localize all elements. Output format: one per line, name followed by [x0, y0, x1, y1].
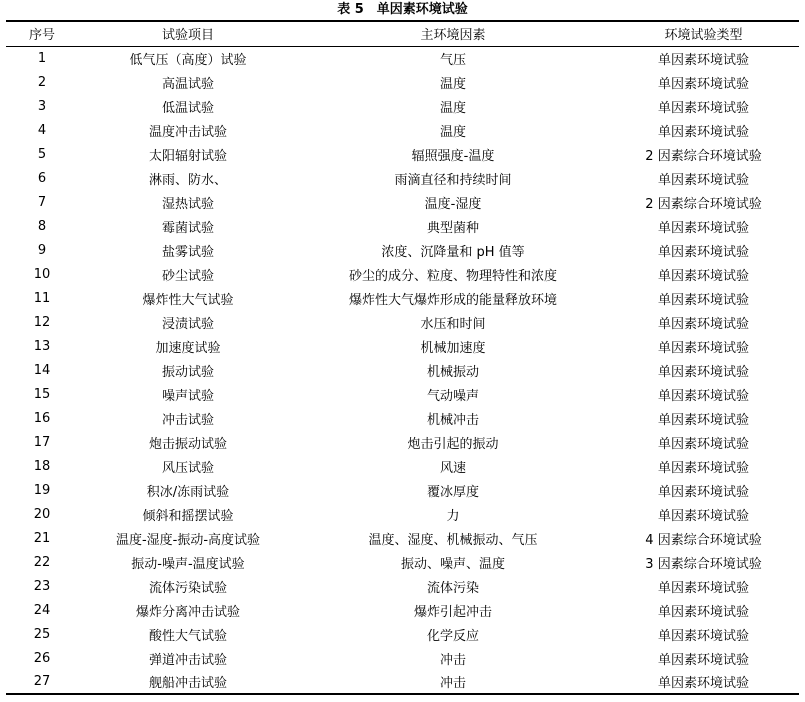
cell-test-item: 高温试验: [161, 76, 214, 92]
cell-main-factor: 冲击: [439, 652, 466, 668]
cell-serial-number: 14: [33, 362, 51, 378]
cell-test-type: 2 因素综合环境试验: [645, 148, 762, 164]
cell-main-factor: 典型菌种: [426, 220, 479, 236]
table-row: [6, 550, 799, 574]
cell-test-item: 温度-湿度-振动-高度试验: [115, 532, 261, 548]
table-row: [6, 262, 799, 286]
cell-test-type: 单因素环境试验: [657, 172, 749, 188]
cell-serial-number: 21: [33, 530, 51, 546]
cell-test-type: 单因素环境试验: [657, 388, 749, 404]
cell-test-item: 振动试验: [161, 364, 214, 380]
cell-test-type: 单因素环境试验: [657, 76, 749, 92]
cell-serial-number: 8: [37, 218, 47, 234]
header-test-type: 环境试验类型: [608, 21, 799, 46]
cell-main-factor: 雨滴直径和持续时间: [394, 172, 512, 188]
table-row: [6, 286, 799, 310]
table-row: [6, 382, 799, 406]
cell-main-factor: 化学反应: [426, 628, 479, 644]
table-header-row: [6, 21, 799, 46]
cell-test-type: 单因素环境试验: [657, 53, 749, 69]
cell-serial-number: 12: [33, 314, 51, 330]
cell-test-item: 低气压（高度）试验: [129, 53, 247, 69]
header-serial-number: 序号: [6, 21, 78, 46]
cell-main-factor: 温度-湿度: [424, 196, 482, 212]
cell-serial-number: 15: [33, 386, 51, 402]
cell-test-type: 单因素环境试验: [657, 364, 749, 380]
cell-main-factor: 浓度、沉降量和 pH 值等: [381, 244, 525, 260]
cell-main-factor: 覆冰厚度: [426, 484, 479, 500]
cell-test-type: 单因素环境试验: [657, 460, 749, 476]
cell-serial-number: 19: [33, 482, 51, 498]
cell-test-item: 浸渍试验: [161, 316, 214, 332]
cell-serial-number: 16: [33, 410, 51, 426]
table-row: [6, 310, 799, 334]
cell-serial-number: 7: [37, 194, 47, 210]
cell-main-factor: 流体污染: [426, 580, 479, 596]
cell-test-item: 炮击振动试验: [148, 436, 227, 452]
header-test-item: 试验项目: [78, 21, 298, 46]
cell-test-item: 倾斜和摇摆试验: [142, 508, 234, 524]
cell-test-item: 积冰/冻雨试验: [146, 484, 230, 500]
table-row: [6, 598, 799, 622]
cell-test-item: 舰船冲击试验: [78, 670, 298, 694]
cell-test-type: 单因素环境试验: [657, 124, 749, 140]
table-row: [6, 646, 799, 670]
cell-serial-number: 5: [37, 146, 47, 162]
cell-main-factor: 爆炸引起冲击: [413, 604, 492, 620]
table-row: [6, 670, 799, 694]
table-row: [6, 190, 799, 214]
cell-main-factor: 机械加速度: [420, 340, 486, 356]
cell-serial-number: 11: [33, 290, 51, 306]
cell-main-factor: 砂尘的成分、粒度、物理特性和浓度: [348, 268, 557, 284]
cell-test-item: 爆炸性大气试验: [142, 292, 234, 308]
cell-main-factor: 温度: [439, 124, 466, 140]
table-row: [6, 94, 799, 118]
cell-test-item: 流体污染试验: [148, 580, 227, 596]
table-body: [6, 46, 799, 694]
table-row: [6, 118, 799, 142]
cell-serial-number: 25: [33, 626, 51, 642]
cell-main-factor: 温度、湿度、机械振动、气压: [368, 532, 538, 548]
cell-serial-number: 2: [37, 74, 47, 90]
table-row: [6, 526, 799, 550]
cell-serial-number: 26: [33, 650, 51, 666]
cell-test-item: 爆炸分离冲击试验: [135, 604, 240, 620]
cell-main-factor: 振动、噪声、温度: [400, 556, 505, 572]
table-row: [6, 454, 799, 478]
cell-test-type: 单因素环境试验: [657, 652, 749, 668]
cell-test-item: 砂尘试验: [161, 268, 214, 284]
cell-test-type: 单因素环境试验: [657, 604, 749, 620]
cell-serial-number: 22: [33, 554, 51, 570]
cell-test-type: 3 因素综合环境试验: [645, 556, 762, 572]
cell-test-type: 单因素环境试验: [657, 316, 749, 332]
table-row: [6, 70, 799, 94]
cell-main-factor: 风速: [439, 460, 466, 476]
cell-main-factor: 气压: [439, 53, 466, 69]
cell-test-item: 振动-噪声-温度试验: [131, 556, 245, 572]
table-row: [6, 142, 799, 166]
cell-serial-number: 20: [33, 506, 51, 522]
table-row: [6, 46, 799, 70]
cell-test-type: 单因素环境试验: [657, 220, 749, 236]
cell-serial-number: 27: [6, 670, 78, 694]
cell-serial-number: 1: [37, 51, 47, 67]
cell-serial-number: 10: [33, 266, 51, 282]
cell-test-type: 单因素环境试验: [657, 244, 749, 260]
table-row: [6, 622, 799, 646]
cell-test-item: 盐雾试验: [161, 244, 214, 260]
cell-main-factor: 炮击引起的振动: [407, 436, 499, 452]
cell-test-type: 单因素环境试验: [657, 292, 749, 308]
cell-test-type: 单因素环境试验: [657, 436, 749, 452]
table-row: [6, 334, 799, 358]
table-row: [6, 430, 799, 454]
cell-main-factor: 辐照强度-温度: [411, 148, 495, 164]
cell-test-item: 低温试验: [161, 100, 214, 116]
table-row: [6, 502, 799, 526]
cell-main-factor: 机械振动: [426, 364, 479, 380]
cell-main-factor: 机械冲击: [426, 412, 479, 428]
cell-test-item: 风压试验: [161, 460, 214, 476]
cell-test-item: 加速度试验: [155, 340, 221, 356]
cell-test-type: 单因素环境试验: [657, 268, 749, 284]
cell-serial-number: 6: [37, 170, 47, 186]
cell-test-type: 单因素环境试验: [657, 412, 749, 428]
cell-test-type: 2 因素综合环境试验: [645, 196, 762, 212]
cell-test-type: 单因素环境试验: [657, 340, 749, 356]
cell-main-factor: 冲击: [298, 670, 608, 694]
cell-serial-number: 23: [33, 578, 51, 594]
table-row: [6, 166, 799, 190]
cell-serial-number: 18: [33, 458, 51, 474]
cell-test-item: 霉菌试验: [161, 220, 214, 236]
table-caption: 表 5 单因素环境试验: [337, 2, 468, 17]
table-row: [6, 238, 799, 262]
cell-test-item: 噪声试验: [161, 388, 214, 404]
cell-test-item: 温度冲击试验: [148, 124, 227, 140]
cell-test-item: 湿热试验: [161, 196, 214, 212]
cell-test-item: 弹道冲击试验: [148, 652, 227, 668]
cell-test-item: 冲击试验: [161, 412, 214, 428]
cell-serial-number: 9: [37, 242, 47, 258]
cell-serial-number: 24: [33, 602, 51, 618]
table-row: [6, 214, 799, 238]
cell-main-factor: 温度: [439, 76, 466, 92]
cell-main-factor: 力: [446, 508, 460, 524]
cell-main-factor: 爆炸性大气爆炸形成的能量释放环境: [348, 292, 557, 308]
cell-main-factor: 温度: [439, 100, 466, 116]
cell-test-item: 太阳辐射试验: [148, 148, 227, 164]
cell-test-type: 单因素环境试验: [657, 628, 749, 644]
cell-serial-number: 17: [33, 434, 51, 450]
cell-main-factor: 气动噪声: [426, 388, 479, 404]
header-main-factor: 主环境因素: [298, 21, 608, 46]
cell-test-type: 单因素环境试验: [657, 508, 749, 524]
cell-serial-number: 13: [33, 338, 51, 354]
cell-test-type: 单因素环境试验: [657, 484, 749, 500]
cell-serial-number: 3: [37, 98, 47, 114]
cell-test-item: 酸性大气试验: [148, 628, 227, 644]
cell-serial-number: 4: [37, 122, 47, 138]
table-row: [6, 478, 799, 502]
environment-test-table: [6, 20, 799, 695]
table-row: [6, 358, 799, 382]
cell-test-type: 4 因素综合环境试验: [645, 532, 762, 548]
cell-main-factor: 水压和时间: [420, 316, 486, 332]
cell-test-item: 淋雨、防水、: [148, 172, 227, 188]
table-row: [6, 406, 799, 430]
table-row: [6, 574, 799, 598]
cell-test-type: 单因素环境试验: [657, 580, 749, 596]
cell-test-type: 单因素环境试验: [608, 670, 799, 694]
cell-test-type: 单因素环境试验: [657, 100, 749, 116]
